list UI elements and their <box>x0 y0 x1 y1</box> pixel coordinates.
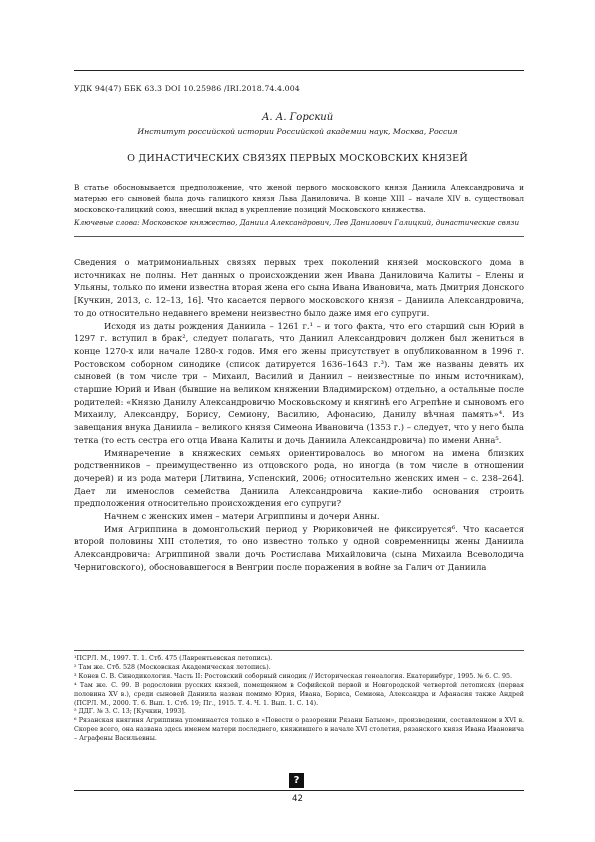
abstract-divider <box>74 236 524 237</box>
footnote-1: ¹ПСРЛ. М., 1997. Т. 1. Стб. 475 (Лаврентьевская летопись). <box>74 655 273 662</box>
footnote-5: ⁵ ДДГ. № 3. С. 13; [Кучкин, 1993]. <box>74 708 186 716</box>
footer-rule <box>74 790 524 791</box>
body-paragraph-3: Имянаречение в княжеских семьях ориентировалось во многом на имена близких родственников – преимущественно из отцовского рода, но иногда (в том числе в отношении дочерей) и из рода матери [Литвина, Успенский, 2006; относительно женских имен – с. 238–264]. Дает ли именослов семейства Даниила Александровича какие-либо основания строить предположения относительно происхождения его супруги? <box>74 447 524 509</box>
article-title: О ДИНАСТИЧЕСКИХ СВЯЗЯХ ПЕРВЫХ МОСКОВСКИХ КНЯЗЕЙ <box>127 153 468 164</box>
footnote-divider <box>74 650 524 651</box>
journal-logo-icon: ? <box>289 773 304 788</box>
author-name: А. А. Горский <box>261 112 334 123</box>
body-paragraph-5: Имя Агриппина в домонгольский период у Рюриковичей не фиксируется⁶. Что касается второй половины XIII столетия, то оно известно только у одной современницы жены Даниила Александровича: Агриппиной звали дочь Ростислава Михайловича (сына Михаила Всеволодича Черниговского), обосновавшегося в Венгрии после поражения в войне за Галич от Даниила <box>74 523 524 572</box>
page-number: 42 <box>292 794 303 804</box>
author-affiliation: Институт российской истории Российской академии наук, Москва, Россия <box>137 127 458 136</box>
keywords: Ключевые слова: Московское княжество, Даниил Александрович, Лев Данилович Галицкий, династические связи <box>74 218 520 227</box>
udk-line: УДК 94(47) ББК 63.3 DOI 10.25986 /IRI.2018.74.4.004 <box>74 84 300 93</box>
body-paragraph-1: Сведения о матримониальных связях первых трех поколений князей московского дома в источниках не полны. Нет данных о происхождении жен Ивана Даниловича Калиты – Елены и Ульяны, только по имени известна вторая жена его сына Ивана Ивановича, мать Дмитрия Донского [Кучкин, 2013, с. 12–13, 16]. Что касается первого московского князя – Даниила Александровича, то до относительно недавнего времени неизвестно было даже имя его супруги. <box>74 257 524 318</box>
article-body <box>74 256 524 574</box>
footnote-6: ⁶ Рязанская княгиня Агриппина упоминается только в «Повести о разорении Рязани Батыем», произведении, составленном в XVI в. Скорее всего, она названа здесь именем матери последнего, княжившего в начале XVI столетия, рязанского князя Ивана Ивановича – Аграфены Васильевны. <box>74 717 524 743</box>
body-paragraph-4: Начнем с женских имен – матери Агриппины и дочери Анны. <box>104 511 380 522</box>
header-rule <box>74 70 524 71</box>
footnote-3: ³ Конев С. В. Синодикология. Часть II: Ростовский соборный синодик // Историческая генеалогия. Екатеринбург, 1995. № 6. С. 95. <box>74 672 513 680</box>
body-paragraph-2: Исходя из даты рождения Даниила – 1261 г.¹ – и того факта, что его старший сын Юрий в 1297 г. вступил в брак², следует полагать, что Даниил Александрович должен был жениться в конце 1270-х или начале 1280-х годов. Имя его жены присутствует в опубликованном в 1996 г. Ростовском соборном синодике (список датируется 1636–1643 г.³). Там же названы девять их сыновей (в том числе три – Михаил, Василий и Даниил – неизвестные по иным источникам), старшие Юрий и Иван (бывшие на великом княжении Владимирском) отдельно, а остальные после родителей: «Князю Данилу Александровичю Московьскому и княгинѣ его Агрепѣне и сыновомъ его Михаилу, Александру, Борису, Семиону, Василию, Афонасию, Данилу вѣчная память»⁴. Из завещания внука Даниила – великого князя Симеона Ивановича (1353 г.) – следует, что у него была тетка (то есть сестра его отца Ивана Калиты и дочь Даниила Александровича) по имени Анна⁵. <box>74 320 524 445</box>
abstract: В статье обосновывается предположение, что женой первого московского князя Даниила Александровича и матерью его сыновей была дочь галицкого князя Льва Даниловича. В конце XIII – начале XIV в. существовал московско-галицкий союз, внесший вклад в укрепление позиций Московского княжества. <box>74 183 524 215</box>
footnote-2: ² Там же. Стб. 528 (Московская Академическая летопись). <box>74 663 271 671</box>
footnote-4: ⁴ Там же. С. 99. В родословии русских князей, помещенном в Софийской первой и Новгородской четвертой летописях (первая половина XV в.), среди сыновей Даниила назван помимо Юрия, Ивана, Бориса, Семиона, Александра и Афанасия также Андрей (ПСРЛ. М., 2000. Т. 6. Вып. 1. Стб. 19; Пг., 1915. Т. 4. Ч. 1. Вып. 1. С. 14). <box>74 681 524 707</box>
footnotes <box>74 655 524 744</box>
